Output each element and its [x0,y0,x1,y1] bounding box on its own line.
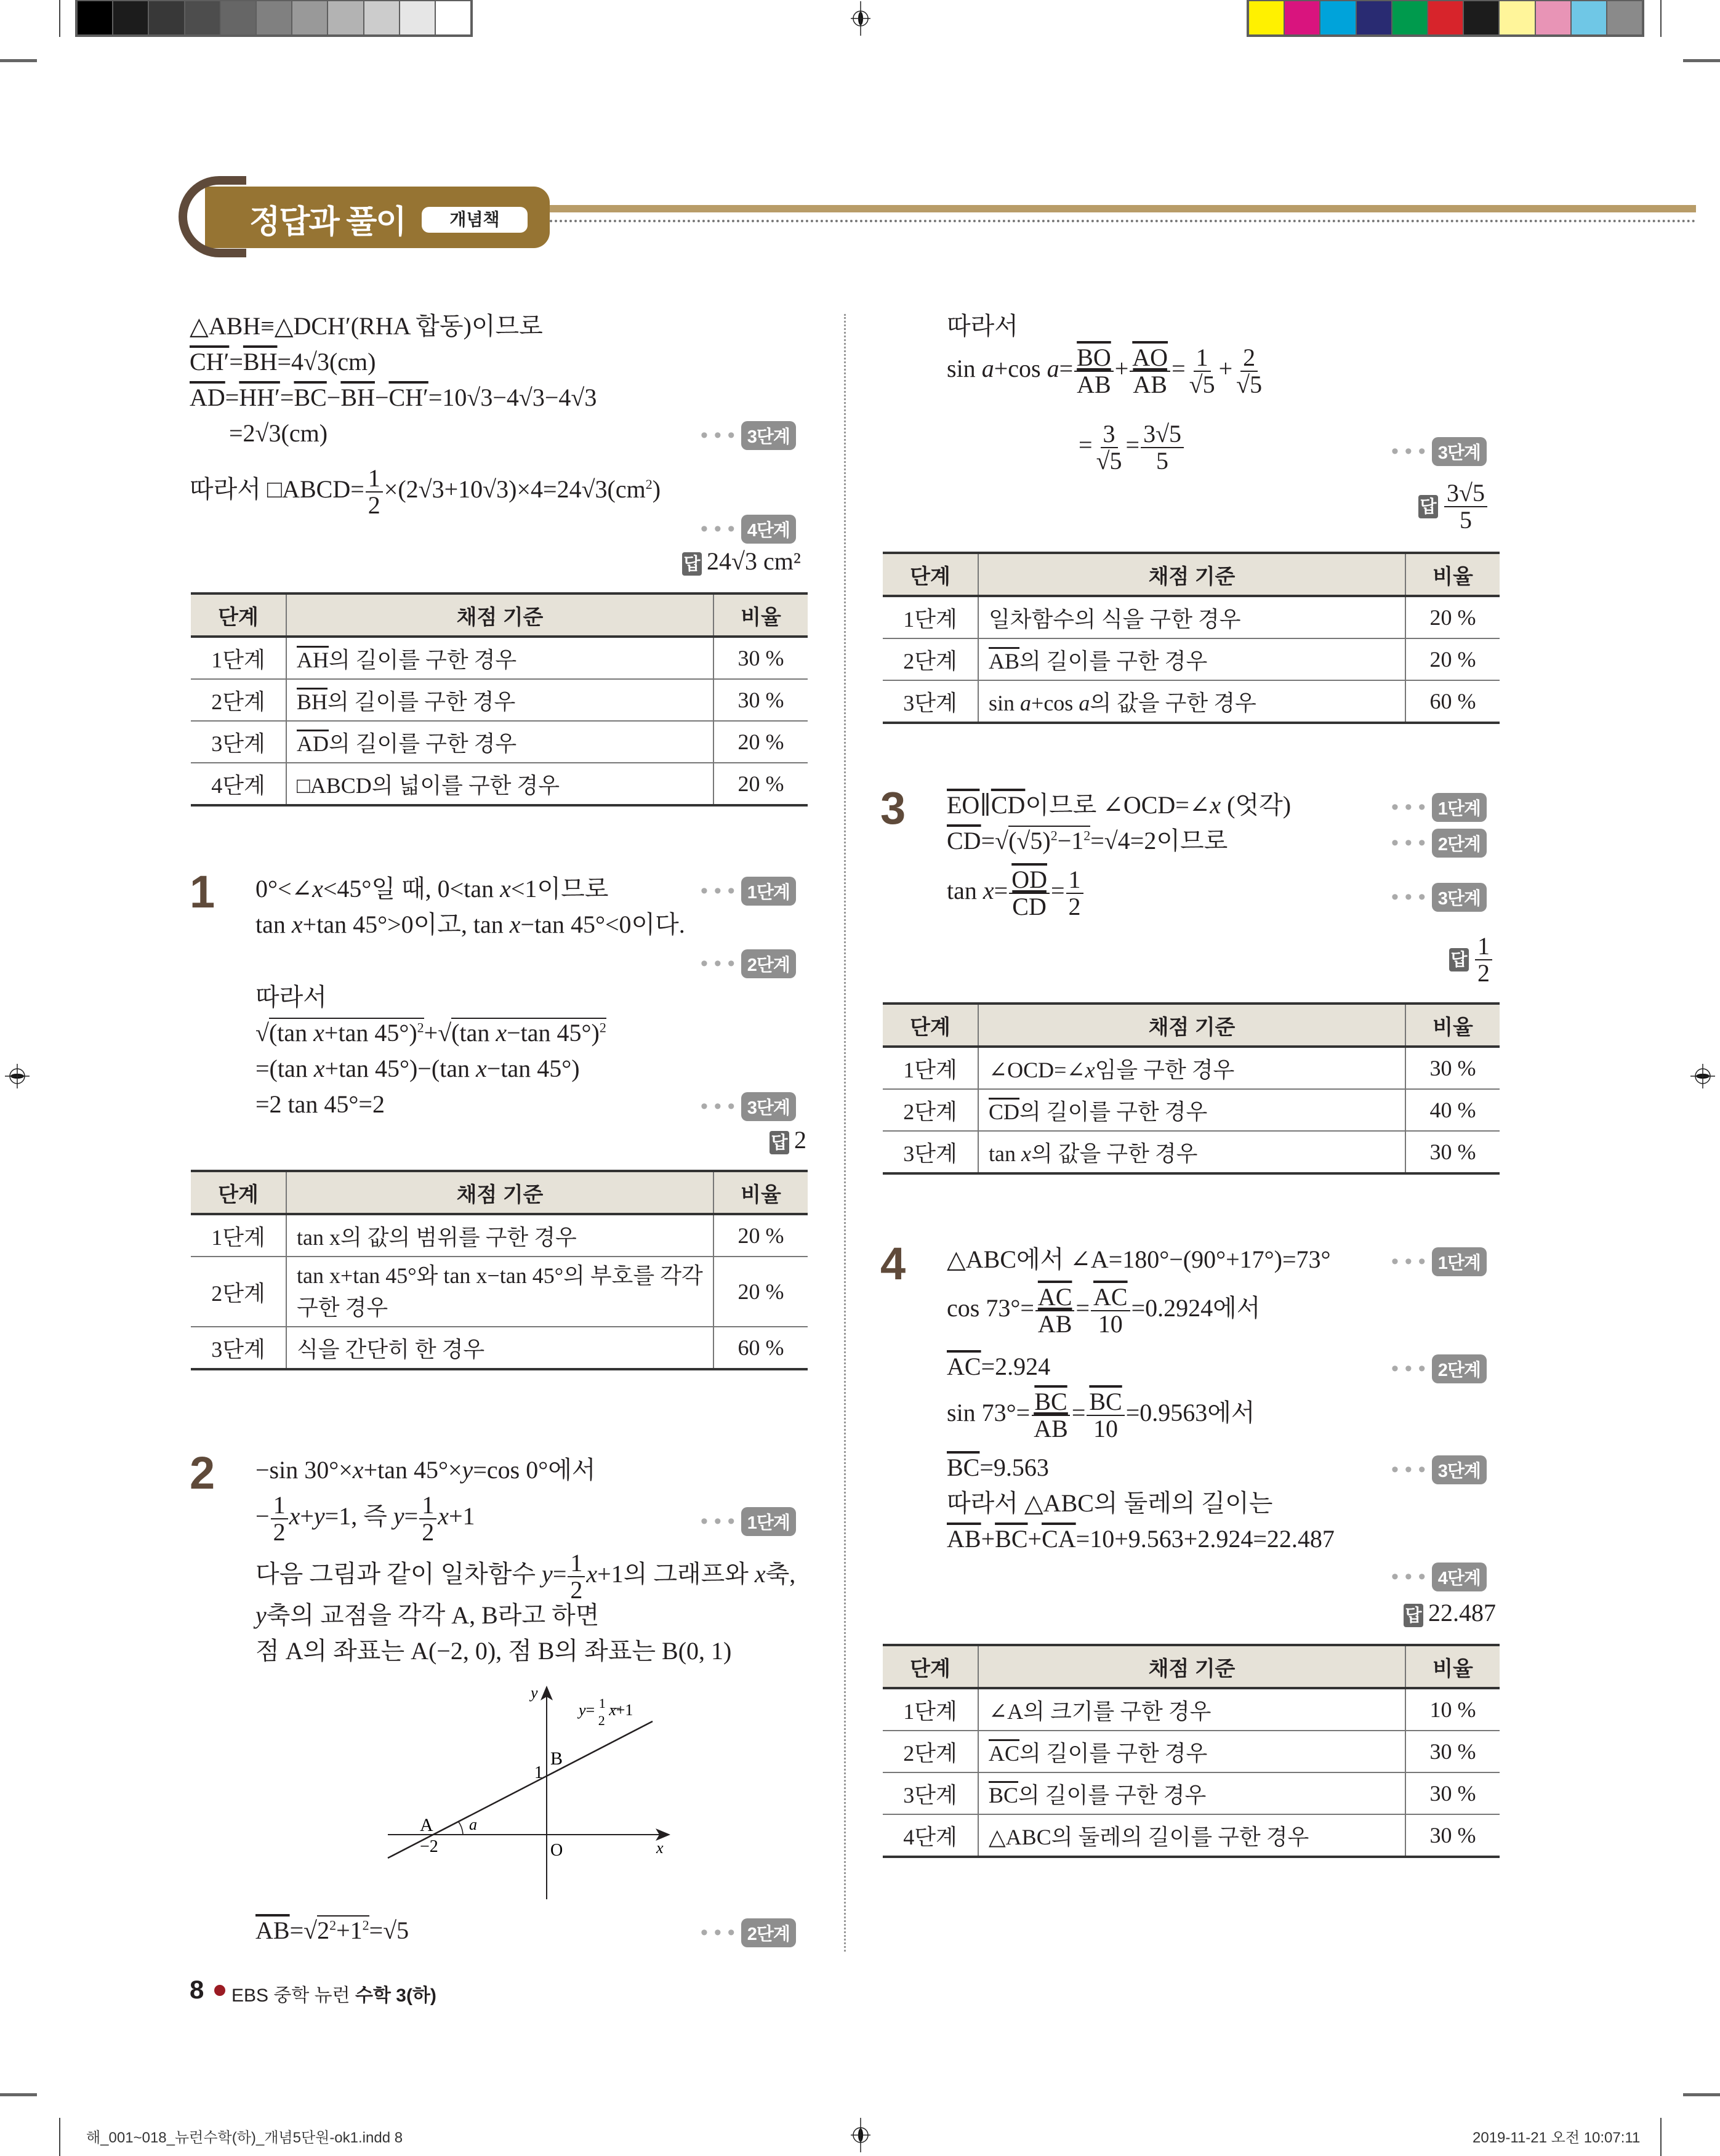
solution-line: =(tan x+tan 45°)−(tan x−tan 45°) [255,1055,580,1082]
color-swatch [436,1,470,34]
table-row: 3단계 $\overline{BC}$의 길이를 구한 경우 30 % [883,1772,1500,1814]
crop-mark [0,2093,37,2096]
color-swatch [400,1,436,34]
page-number: 8 [190,1975,204,2004]
x-intercept-label: −2 [420,1837,438,1856]
book-tag: 개념책 [422,207,528,233]
color-swatch [149,1,185,34]
solution-line: =2 tan 45°=2 [255,1090,385,1118]
header-rule [550,205,1696,212]
crop-mark [59,2118,60,2156]
column-divider [844,314,846,1952]
answer-icon: 답 [1418,495,1438,518]
rubric-table: 단계 채점 기준 비율 1단계 ∠OCD=∠x임을 구한 경우 30 % 2단계 $\overline{CD}$의 길이를 구한 경우 40 % 3단계 tan x의 값을 구한 경우 30 % [883,1002,1500,1175]
y-intercept-label: 1 [534,1763,543,1782]
point-b-label: B [550,1748,563,1769]
crop-mark [59,0,60,37]
question-number: 4 [880,1238,906,1289]
solution-line: △ABH≡△DCH′(RHA 합동)이므로 [190,312,543,340]
page-title: 정답과 풀이 [249,204,406,240]
table-row: 3단계 tan x의 값을 구한 경우 30 % [883,1131,1500,1173]
step-marker: ••• 4단계 [701,515,796,544]
answer: 답 24√3 cm² [682,547,801,576]
solution-line: $\overline{EO}\parallel\overline{CD}$이므로 ∠OCD=∠x (엇각) [947,791,1292,819]
solution-line: −sin 30°×x+tan 45°×y=cos 0°에서 [255,1456,596,1484]
book-title: EBS 중학 뉴런 수학 3(하) [231,1985,436,2006]
color-swatch [185,1,221,34]
solution-line: cos 73°= $\frac{\overline{AC}}{AB}$ = $\frac{\overline{AC}}{10}$ =0.2924에서 [947,1283,1261,1338]
registration-mark-icon [848,1,873,36]
table-row: 2단계 $\overline{BH}$의 길이를 구한 경우 30 % [191,679,808,721]
linear-function-graph [369,1675,702,1902]
solution-line: y축의 교점을 각각 A, B라고 하면 [255,1601,600,1629]
solution-line: 다음 그림과 같이 일차함수 y= $\frac{1}{2}$ x+1의 그래프와 x축, [255,1549,796,1604]
answer: 답 $\frac{3√5}{5}$ [1418,480,1489,533]
timestamp-slug: 2019-11-21 오전 10:07:11 [1473,2130,1641,2146]
solution-line: △ABC에서 ∠A=180°−(90°+17°)=73° [947,1245,1331,1273]
solution-line: $\overline{AB}=√2^2+1^2=√5$ [255,1917,409,1944]
step-marker: ••• 4단계 [1391,1563,1487,1591]
equation-label: y= $^1$ 2 x+1 [579,1695,633,1728]
color-swatch [1357,1,1392,34]
question-number: 3 [880,782,906,834]
solution-line: 따라서 △ABC의 둘레의 길이는 [947,1489,1273,1517]
color-swatch [78,1,113,34]
color-swatch [1428,1,1464,34]
table-row: 3단계 $\overline{AD}$의 길이를 구한 경우 20 % [191,721,808,763]
step-marker: ••• 3단계 [701,1092,796,1121]
answer: 답 $\frac{1}{2}$ [1449,933,1493,986]
table-row: 3단계 식을 간단히 한 경우 60 % [191,1327,808,1369]
table-row: 4단계 □ABCD의 넓이를 구한 경우 20 % [191,763,808,805]
step-marker: ••• 3단계 [1391,437,1487,466]
step-marker: ••• 2단계 [1391,829,1487,858]
solution-line: $\overline{BC}=9.563$ [947,1454,1049,1481]
table-row: 2단계 $\overline{AB}$의 길이를 구한 경우 20 % [883,638,1500,680]
registration-mark-icon [848,2118,873,2152]
color-swatch [292,1,328,34]
grayscale-bar [75,0,473,37]
x-axis-label: x [656,1839,664,1857]
solution-line: sin 73°= $\frac{\overline{BC}}{AB}$ = $\frac{\overline{BC}}{10}$ =0.9563에서 [947,1388,1255,1442]
step-marker: ••• 2단계 [701,949,796,978]
angle-label: a [469,1816,477,1833]
step-marker: ••• 3단계 [1391,1455,1487,1484]
solution-line: $\overline{AC}=2.924$ [947,1353,1051,1380]
rubric-table: 단계 채점 기준 비율 1단계 $\overline{AH}$의 길이를 구한 경우 30 % 2단계 $\overline{BH}$의 길이를 구한 경우 30 % 3단계 $\overline{AD}$의 길이를 구한 경우 20 % 4단계 □ABCD의 넓이를 구한 경우 20 % [191,592,808,806]
rubric-table: 단계 채점 기준 비율 1단계 일차함수의 식을 구한 경우 20 % 2단계 $\overline{AB}$의 길이를 구한 경우 20 % 3단계 sin a+cos a의 값을 구한 경우 60 % [883,552,1500,724]
color-swatch [1320,1,1356,34]
table-row: 4단계 △ABC의 둘레의 길이를 구한 경우 30 % [883,1814,1500,1857]
header-dotted-rule [550,220,1696,222]
solution-line: =2√3(cm) [229,419,328,447]
question-number: 2 [190,1447,215,1498]
crop-mark [1683,59,1720,62]
solution-line: 따라서 □ABCD= $\frac{1}{2}$ $\times(2√3+10√3)\times 4=24√3(cm^2)$ [190,464,661,519]
point-a-label: A [420,1815,433,1835]
step-marker: ••• 1단계 [701,877,796,906]
solution-line: = $\frac{3}{√5}$ = $\frac{3√5}{5}$ [1079,421,1185,474]
bullet-dot [214,1985,225,1996]
solution-line: $CH'=\overline{BH}=4√3(cm)$ [190,348,376,376]
y-axis-label: y [531,1684,538,1702]
table-row: 3단계 sin a+cos a의 값을 구한 경우 60 % [883,680,1500,723]
color-swatch [257,1,292,34]
step-marker: ••• 1단계 [1391,793,1487,822]
solution-line: 따라서 [947,312,1018,340]
solution-line: tan x+tan 45°>0이고, tan x−tan 45°<0이다. [255,911,685,938]
question-number: 1 [190,866,215,917]
color-bar [1247,0,1644,37]
color-swatch [1607,1,1642,34]
step-marker: ••• 2단계 [1391,1354,1487,1383]
step-marker: ••• 1단계 [1391,1247,1487,1276]
step-marker: ••• 1단계 [701,1507,796,1536]
answer-icon: 답 [1449,948,1469,971]
step-marker: ••• 2단계 [701,1918,796,1947]
rubric-table: 단계 채점 기준 비율 1단계 tan x의 값의 범위를 구한 경우 20 % 2단계 tan x+tan 45°와 tan x−tan 45°의 부호를 각각 구한 경우 20 % 3단계 식을 간단히 한 경우 60 % [191,1170,808,1370]
answer: 답 2 [770,1125,806,1154]
solution-line: − $\frac{1}{2}$ x+y=1, 즉 y= $\frac{1}{2}$ x+1 [255,1491,475,1546]
answer-icon: 답 [682,552,702,576]
solution-line: $\overline{AB}+\overline{BC}+\overline{CA}=10+9.563+2.924=22.487$ [947,1525,1335,1553]
solution-line: tan x= $\frac{\overline{OD}}{CD}$ = $\frac{1}{2}$ [947,867,1085,920]
crop-mark [1683,2093,1720,2096]
color-swatch [1464,1,1500,34]
color-swatch [113,1,149,34]
solution-line: sin a+cos a= $\frac{\overline{BO}}{AB}$ + $\frac{\overline{AO}}{AB}$ = $\frac{1}{√5}$ + $\frac{2}{√5}$ [947,344,1263,398]
registration-mark-icon [5,1059,30,1093]
rubric-table: 단계 채점 기준 비율 1단계 ∠A의 크기를 구한 경우 10 % 2단계 $\overline{AC}$의 길이를 구한 경우 30 % 3단계 $\overline{BC}$의 길이를 구한 경우 30 % 4단계 △ABC의 둘레의 길이를 구한 경우 30 % [883,1644,1500,1858]
header-arc [179,176,246,257]
table-row: 2단계 tan x+tan 45°와 tan x−tan 45°의 부호를 각각 구한 경우 20 % [191,1257,808,1327]
color-swatch [1500,1,1535,34]
solution-line: √(tan x+tan 45°)$^2$+√(tan x−tan 45°)$^2$ [255,1019,606,1047]
color-swatch [1392,1,1428,34]
color-swatch [221,1,257,34]
solution-line: 0°<∠x<45°일 때, 0<tan x<1이므로 [255,875,609,903]
color-swatch [1572,1,1607,34]
color-swatch [1249,1,1285,34]
table-row: 1단계 ∠A의 크기를 구한 경우 10 % [883,1688,1500,1731]
crop-mark [1660,2118,1662,2156]
step-marker: ••• 3단계 [701,421,796,450]
solution-line: $\overline{AD}=HH'=\overline{BC}-\overline{BH}-CH'=10√3-4√3-4√3$ [190,384,597,411]
solution-line: $\overline{CD}=√(√5)^2-1^2=√4=2$이므로 [947,827,1228,855]
crop-mark [1660,0,1662,37]
origin-label: O [550,1841,563,1860]
answer-icon: 답 [1404,1604,1423,1627]
answer-icon: 답 [770,1131,789,1154]
table-row: 1단계 ∠OCD=∠x임을 구한 경우 30 % [883,1047,1500,1089]
color-swatch [364,1,400,34]
crop-mark [0,59,37,62]
step-marker: ••• 3단계 [1391,883,1487,912]
table-row: 1단계 $\overline{AH}$의 길이를 구한 경우 30 % [191,637,808,679]
table-row: 2단계 $\overline{AC}$의 길이를 구한 경우 30 % [883,1731,1500,1772]
table-row: 1단계 tan x의 값의 범위를 구한 경우 20 % [191,1214,808,1257]
table-row: 1단계 일차함수의 식을 구한 경우 20 % [883,596,1500,638]
color-swatch [328,1,364,34]
solution-line: 따라서 [255,983,327,1011]
answer: 답 22.487 [1404,1598,1496,1627]
registration-mark-icon [1690,1059,1715,1093]
solution-line: 점 A의 좌표는 A(−2, 0), 점 B의 좌표는 B(0, 1) [255,1637,732,1665]
file-slug: 해_001~018_뉴런수학(하)_개념5단원-ok1.indd 8 [86,2130,403,2146]
table-row: 2단계 $\overline{CD}$의 길이를 구한 경우 40 % [883,1089,1500,1131]
color-swatch [1285,1,1320,34]
color-swatch [1536,1,1572,34]
